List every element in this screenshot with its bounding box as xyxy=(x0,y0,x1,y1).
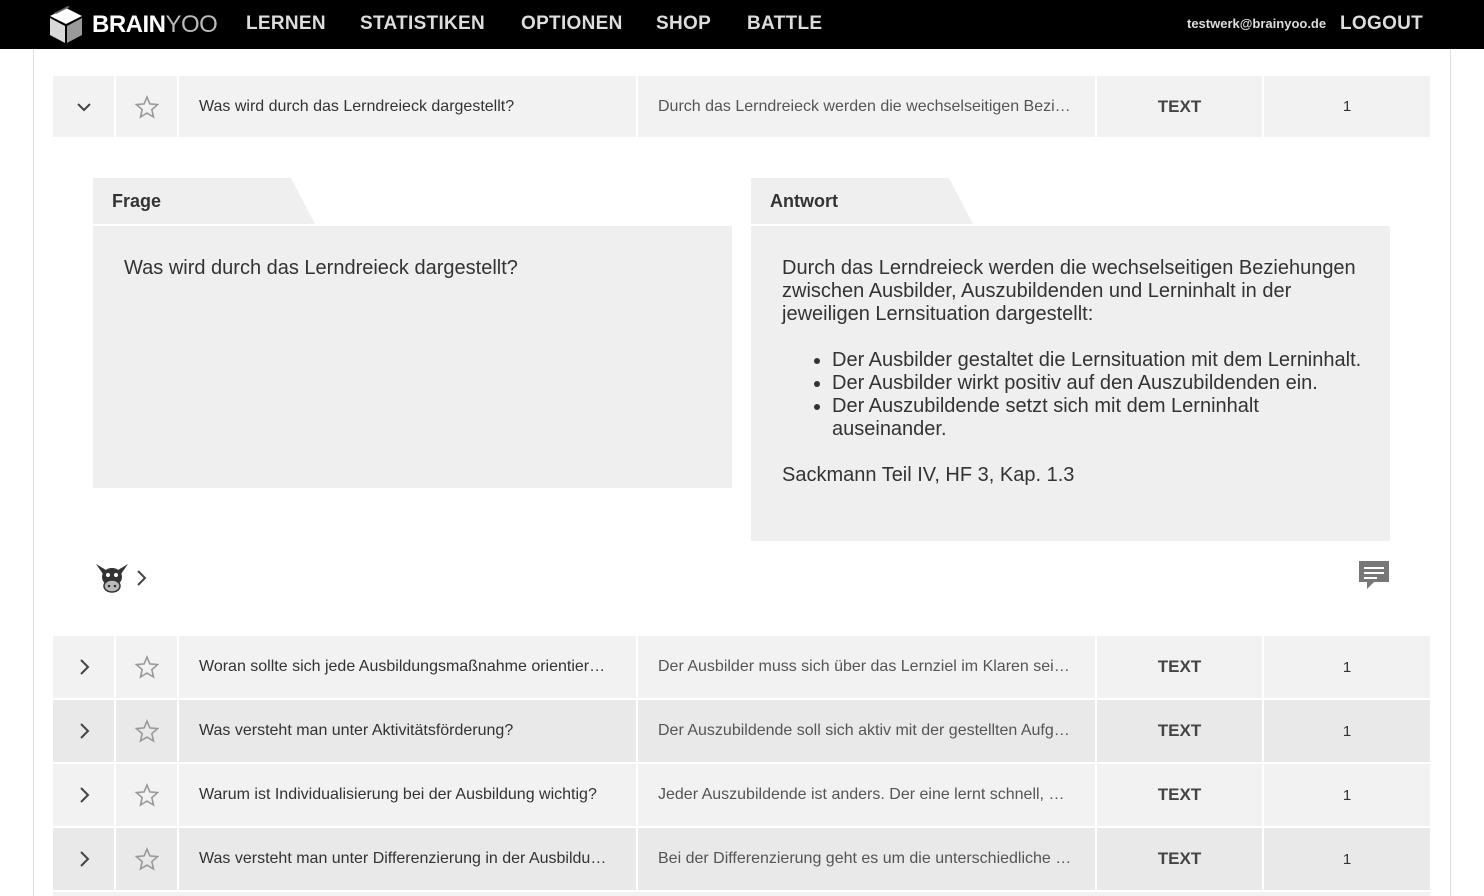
chevron-right-icon xyxy=(77,786,91,804)
donkey-mascot-icon xyxy=(94,560,130,596)
mascot-expand-button[interactable] xyxy=(135,569,149,592)
brand-bold: BRAIN xyxy=(92,11,166,38)
chevron-down-icon xyxy=(76,99,92,115)
nav-statistiken[interactable]: STATISTIKEN xyxy=(360,13,486,34)
question-preview: Warum ist Individualisierung bei der Ausbildung wichtig? xyxy=(179,764,638,826)
answer-intro: Durch das Lerndreieck werden die wechselseitigen Beziehungen zwischen Ausbilder, Auszubildenden und Lerninhalt in der jeweiligen Lernsituation dargestellt: xyxy=(782,257,1356,325)
favorite-toggle[interactable] xyxy=(116,700,179,762)
card-count: 1 xyxy=(1342,786,1352,804)
cube-logo-icon xyxy=(48,6,84,44)
logout-button[interactable]: LOGOUT xyxy=(1340,13,1424,34)
card-count: 1 xyxy=(1342,658,1352,676)
card-type: TEXT xyxy=(1097,76,1264,137)
question-box xyxy=(93,226,732,488)
chevron-right-icon xyxy=(135,569,149,587)
card-type: TEXT xyxy=(1097,828,1264,890)
card-row-expanded[interactable] xyxy=(53,76,1430,137)
chevron-right-icon xyxy=(77,722,91,740)
answer-bullet: • Der Ausbilder wirkt positiv auf den Auszubildenden ein. xyxy=(832,372,1372,395)
favorite-toggle[interactable] xyxy=(116,636,179,698)
answer-source: Sackmann Teil IV, HF 3, Kap. 1.3 xyxy=(782,464,1075,486)
card-type: TEXT xyxy=(1097,636,1264,698)
collapse-toggle[interactable] xyxy=(53,76,116,137)
expand-toggle[interactable] xyxy=(53,636,116,698)
user-email: testwerk@brainyoo.de xyxy=(1187,16,1327,31)
card-count: 1 xyxy=(1342,98,1352,115)
answer-bullet: • Der Ausbilder gestaltet die Lernsituation mit dem Lerninhalt. xyxy=(832,349,1372,372)
card-count: 1 xyxy=(1342,722,1352,740)
nav-shop[interactable]: SHOP xyxy=(656,13,712,34)
answer-preview: Jeder Auszubildende ist anders. Der eine lernt schnell, … xyxy=(638,764,1097,826)
answer-preview: Der Auszubildende soll sich aktiv mit der gestellten Aufg… xyxy=(638,700,1097,762)
brand-light: YOO xyxy=(165,11,218,38)
card-type: TEXT xyxy=(1097,700,1264,762)
favorite-toggle[interactable] xyxy=(116,76,179,137)
comment-button[interactable] xyxy=(1358,559,1390,596)
question-preview: Woran sollte sich jede Ausbildungsmaßnahme orientier… xyxy=(179,636,638,698)
card-row[interactable] xyxy=(53,700,1430,762)
star-icon xyxy=(135,783,159,807)
card-count: 1 xyxy=(1342,850,1352,868)
expand-toggle[interactable] xyxy=(53,700,116,762)
question-preview: Was versteht man unter Differenzierung in der Ausbildu… xyxy=(179,828,638,890)
star-icon xyxy=(135,847,159,871)
answer-preview: Bei der Differenzierung geht es um die unterschiedliche … xyxy=(638,828,1097,890)
chevron-right-icon xyxy=(77,850,91,868)
question-text: Was wird durch das Lerndreieck dargestellt? xyxy=(124,257,518,279)
answer-text xyxy=(782,257,1372,487)
mascot-button[interactable] xyxy=(94,560,130,601)
chevron-right-icon xyxy=(77,658,91,676)
answer-box xyxy=(751,226,1390,541)
answer-tab xyxy=(751,178,973,224)
answer-bullet: • Der Auszubildende setzt sich mit dem Lerninhalt auseinander. xyxy=(832,395,1372,441)
top-navigation-bar xyxy=(0,0,1484,49)
brainyoo-logo[interactable] xyxy=(48,5,217,45)
star-icon xyxy=(135,655,159,679)
nav-lernen[interactable]: LERNEN xyxy=(246,13,326,34)
favorite-toggle[interactable] xyxy=(116,828,179,890)
answer-tab-label: Antwort xyxy=(770,190,838,211)
card-row[interactable] xyxy=(53,636,1430,698)
expand-toggle[interactable] xyxy=(53,828,116,890)
favorite-toggle[interactable] xyxy=(116,764,179,826)
card-row-partial xyxy=(53,892,1430,896)
nav-battle[interactable]: BATTLE xyxy=(747,13,823,34)
question-tab-label: Frage xyxy=(112,190,162,211)
brand-name xyxy=(92,11,217,39)
card-type: TEXT xyxy=(1097,764,1264,826)
card-row[interactable] xyxy=(53,828,1430,890)
answer-bullet-list xyxy=(832,349,1372,441)
card-row[interactable] xyxy=(53,764,1430,826)
expand-toggle[interactable] xyxy=(53,764,116,826)
question-tab xyxy=(93,178,315,224)
question-preview: Was versteht man unter Aktivitätsförderung? xyxy=(179,700,638,762)
answer-preview: Der Ausbilder muss sich über das Lernziel im Klaren sei… xyxy=(638,636,1097,698)
star-icon xyxy=(135,719,159,743)
question-preview: Was wird durch das Lerndreieck dargestellt? xyxy=(179,76,638,137)
comment-icon xyxy=(1358,559,1390,591)
nav-optionen[interactable]: OPTIONEN xyxy=(521,13,623,34)
answer-preview: Durch das Lerndreieck werden die wechselseitigen Bezi… xyxy=(638,76,1097,137)
star-icon xyxy=(135,95,159,119)
